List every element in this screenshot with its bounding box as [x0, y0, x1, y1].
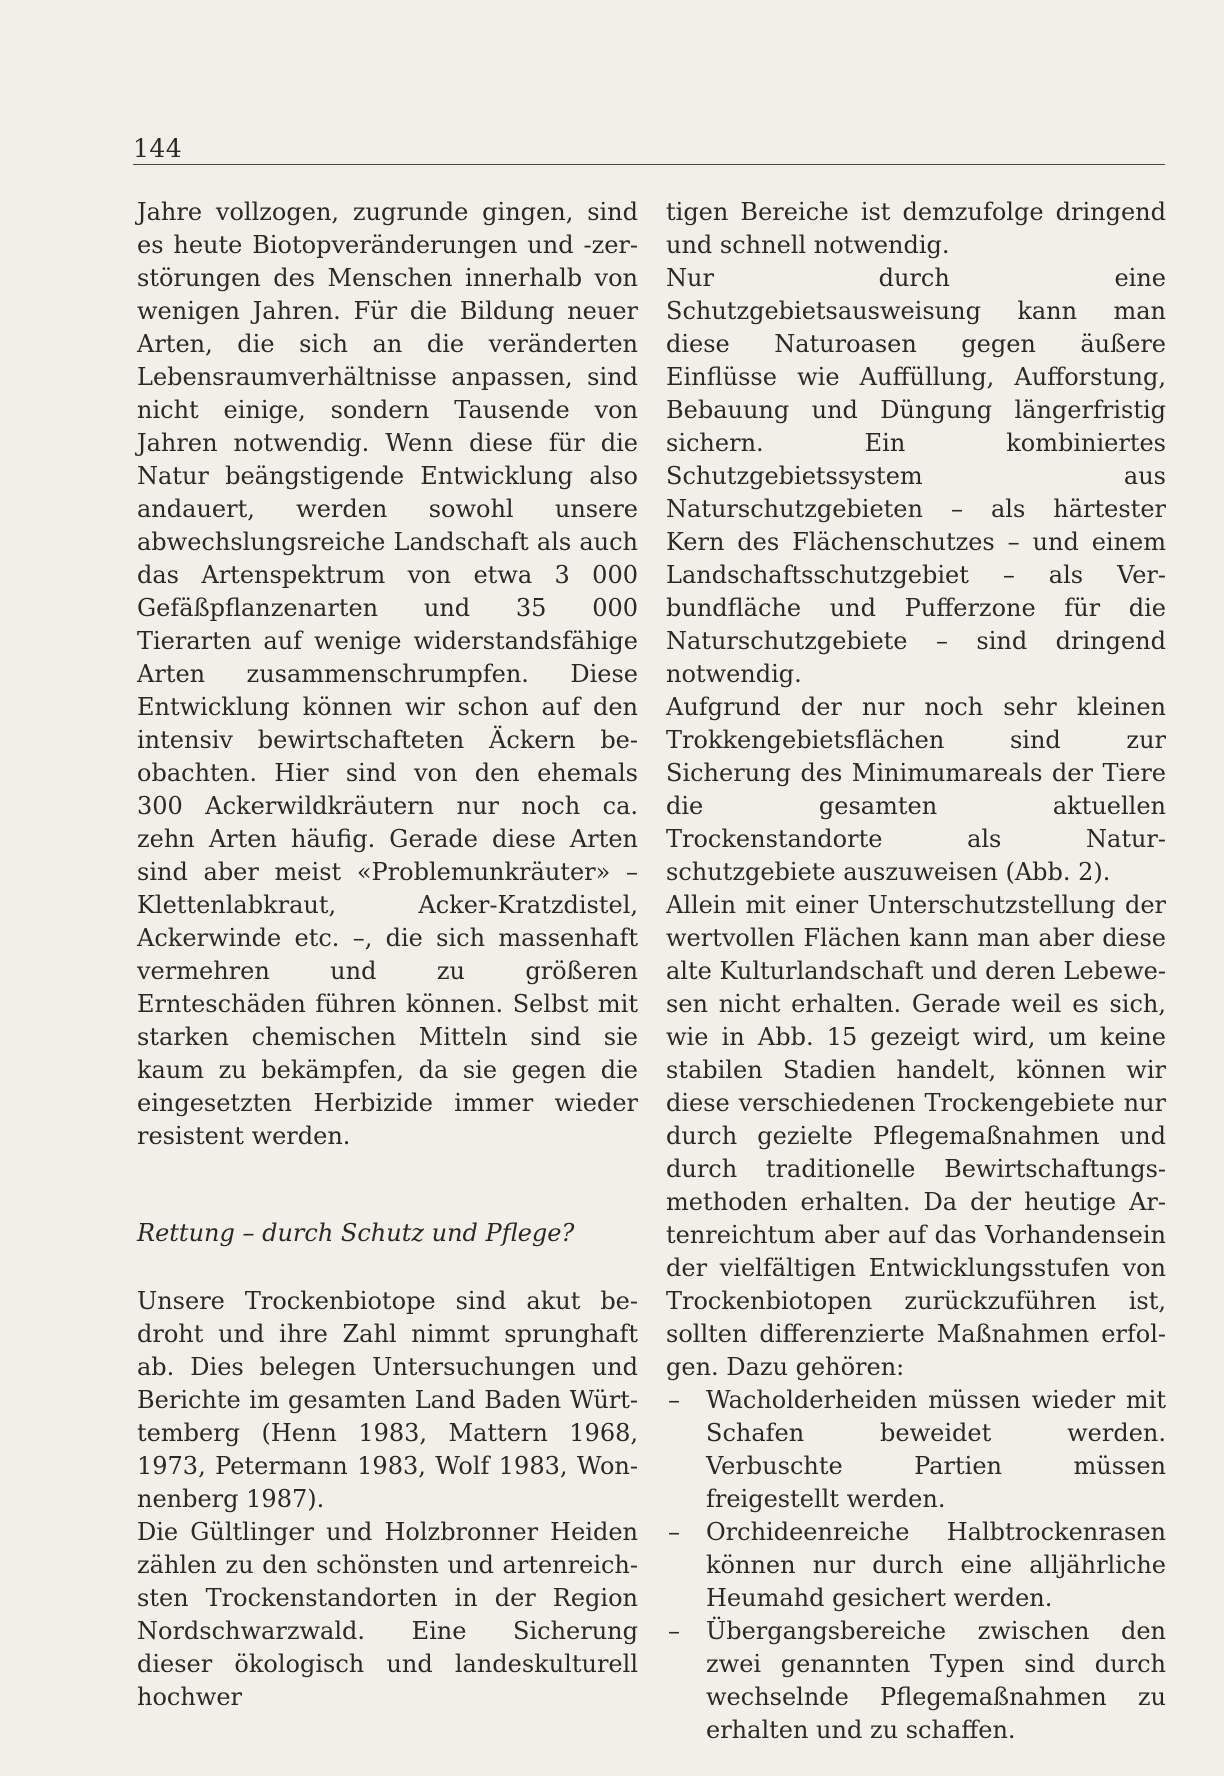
left-paragraph-1: Jahre vollzogen, zugrunde gingen, sind es heute Biotopveränderungen und -zerstörungen des Menschen innerhalb von wenigen Jahren. Für die Bildung neuer Arten, die sich an die veränderten Lebensraumverhältnisse anpassen, sind nicht einige, sondern Tausende von Jahren notwendig. Wenn diese für die Natur beängstigende Entwicklung also andauert, werden sowohl unsere abwechslungsreiche Landschaft als auch das Artenspektrum von etwa 3 000 Gefäßpflanzenarten und 35 000 Tierarten auf wenige widerstandsfähige Arten zusammenschrumpfen. Diese Entwicklung können wir schon auf den intensiv bewirtschafteten Äckern beobachten. Hier sind von den ehemals 300 Ackerwildkräutern nur noch ca. zehn Arten häufig. Gerade diese Arten sind aber meist «Problemunkräuter» – Klettenlabkraut, Acker-Kratzdistel, Ackerwinde etc. –, die sich massenhaft vermehren und zu größeren Ernteschäden führen können. Selbst mit starken chemischen Mitteln sind sie kaum zu bekämpfen, da sie gegen die eingesetzten Herbizide immer wieder resistent werden.: [137, 198, 638, 1150]
list-item: – Übergangsbereiche zwischen den zwei genannten Typen sind durch wechselnde Pflegemaßnahmen zu erhalten und zu schaffen.: [666, 1615, 1166, 1747]
left-paragraph-2: Unsere Trockenbiotope sind akut bedroht und ihre Zahl nimmt sprunghaft ab. Dies belegen Untersuchungen und Berichte im gesamten Land Baden Württemberg (Henn 1983, Mattern 1968, 1973, Petermann 1983, Wolf 1983, Wonnenberg 1987).: [137, 1287, 638, 1513]
right-paragraph-2: Nur durch eine Schutzgebietsausweisung kann man diese Naturoasen gegen äußere Einflüsse wie Auffüllung, Aufforstung, Bebauung und Düngung längerfristig sichern. Ein kombiniertes Schutzgebietssystem aus Naturschutzgebieten – als härtester Kern des Flächenschutzes – und einem Landschaftsschutzgebiet – als Verbundfläche und Pufferzone für die Naturschutzgebiete – sind dringend notwendig.: [666, 264, 1166, 688]
header-rule: [133, 164, 1165, 165]
left-column: [137, 196, 638, 1714]
page-number: 144: [133, 134, 183, 163]
section-heading: Rettung – durch Schutz und Pflege?: [137, 1219, 575, 1247]
right-column: [666, 196, 1166, 1747]
list-item: – Wacholderheiden müssen wieder mit Schafen beweidet werden. Verbuschte Partien müssen freigestellt werden.: [666, 1384, 1166, 1516]
section-spacer-bottom: [137, 1250, 638, 1285]
section-spacer-top: [137, 1153, 638, 1217]
measures-list: [666, 1384, 1166, 1747]
right-paragraph-4: Allein mit einer Unterschutzstellung der wertvollen Flächen kann man aber diese alte Kulturlandschaft und deren Lebewesen nicht erhalten. Gerade weil es sich, wie in Abb. 15 gezeigt wird, um keine stabilen Stadien handelt, können wir diese verschiedenen Trockengebiete nur durch gezielte Pflegemaßnahmen und durch traditionelle Bewirtschaftungsmethoden erhalten. Da der heutige Artenreichtum aber auf das Vorhandensein der vielfältigen Entwicklungsstufen von Trockenbiotopen zurückzuführen ist, sollten differenzierte Maßnahmen erfolgen. Dazu gehören:: [666, 891, 1166, 1381]
right-paragraph-3: Aufgrund der nur noch sehr kleinen Trokkengebietsflächen sind zur Sicherung des Minimumareals der Tiere die gesamten aktuellen Trockenstandorte als Naturschutzgebiete auszuweisen (Abb. 2).: [666, 693, 1166, 886]
right-paragraph-1: tigen Bereiche ist demzufolge dringend und schnell notwendig.: [666, 198, 1166, 259]
left-paragraph-3: Die Gültlinger und Holzbronner Heiden zählen zu den schönsten und artenreichsten Trockenstandorten in der Region Nordschwarzwald. Eine Sicherung dieser ökologisch und landeskulturell hochwer: [137, 1518, 638, 1711]
list-item: – Orchideenreiche Halbtrockenrasen können nur durch eine alljährliche Heumahd gesichert werden.: [666, 1516, 1166, 1615]
